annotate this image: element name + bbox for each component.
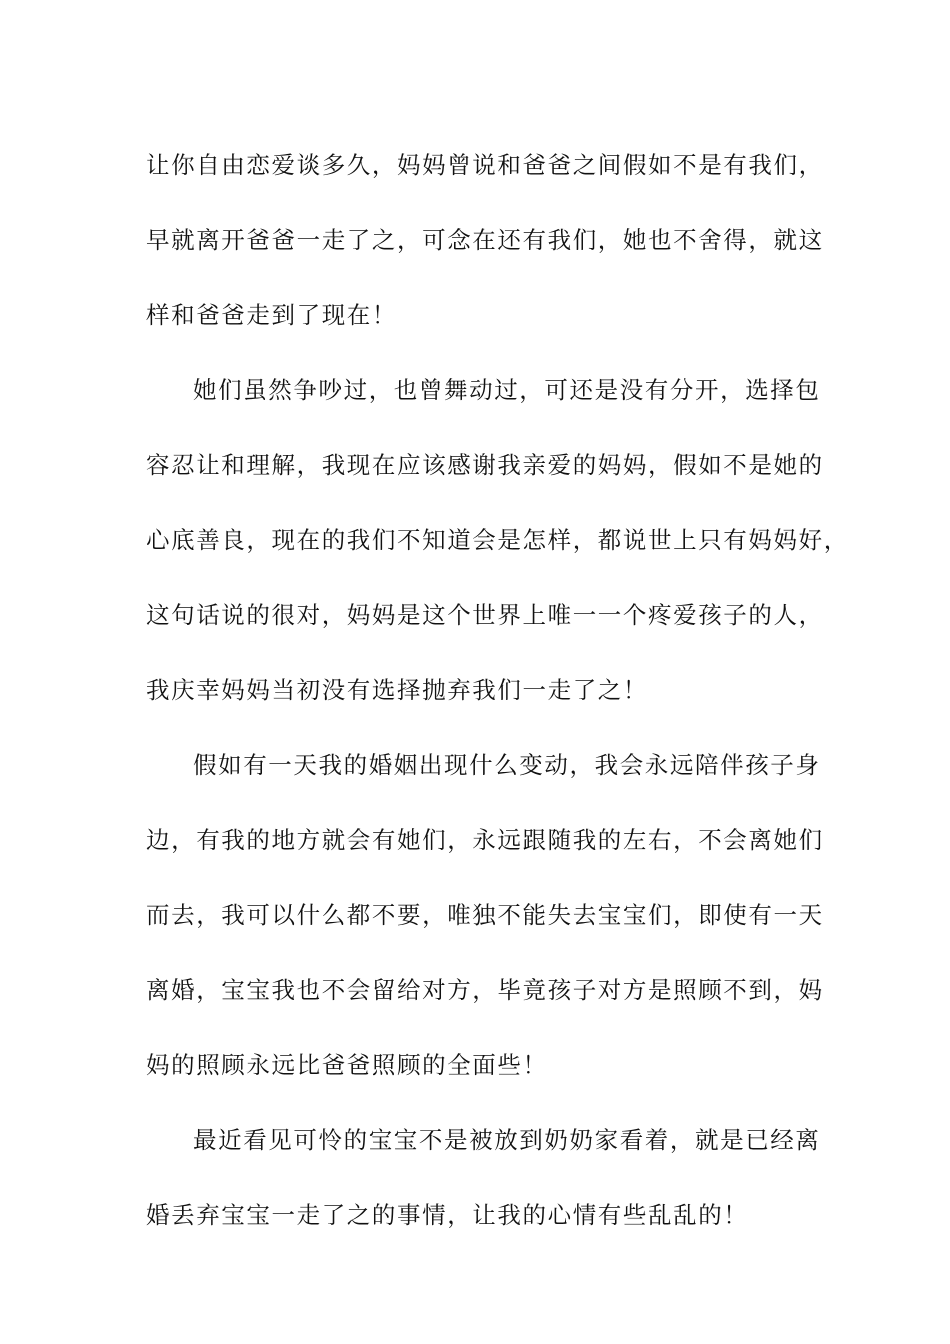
text-line: 边，有我的地方就会有她们，永远跟随我的左右，不会离她们 — [146, 826, 824, 854]
text-line: 让你自由恋爱谈多久，妈妈曾说和爸爸之间假如不是有我们， — [146, 151, 824, 179]
text-line: 这句话说的很对，妈妈是这个世界上唯一一个疼爱孩子的人， — [146, 601, 824, 629]
text-line: 容忍让和理解，我现在应该感谢我亲爱的妈妈，假如不是她的 — [146, 451, 824, 479]
text-line: 离婚，宝宝我也不会留给对方，毕竟孩子对方是照顾不到，妈 — [146, 976, 824, 1004]
document-body — [146, 128, 849, 1253]
text-line: 我庆幸妈妈当初没有选择抛弃我们一走了之！ — [146, 676, 648, 704]
text-line: 早就离开爸爸一走了之，可念在还有我们，她也不舍得，就这 — [146, 226, 824, 254]
text-line: 心底善良，现在的我们不知道会是怎样，都说世上只有妈妈好， — [146, 526, 849, 554]
text-line: 妈的照顾永远比爸爸照顾的全面些！ — [146, 1051, 548, 1079]
paragraph-start-line: 假如有一天我的婚姻出现什么变动，我会永远陪伴孩子身 — [193, 751, 821, 779]
text-line: 而去，我可以什么都不要，唯独不能失去宝宝们，即使有一天 — [146, 901, 824, 929]
paragraph-start-line: 最近看见可怜的宝宝不是被放到奶奶家看着，就是已经离 — [193, 1126, 821, 1154]
text-line: 婚丢弃宝宝一走了之的事情，让我的心情有些乱乱的！ — [146, 1201, 749, 1229]
text-line: 样和爸爸走到了现在！ — [146, 301, 397, 329]
paragraph-start-line: 她们虽然争吵过，也曾舞动过，可还是没有分开，选择包 — [193, 376, 821, 404]
